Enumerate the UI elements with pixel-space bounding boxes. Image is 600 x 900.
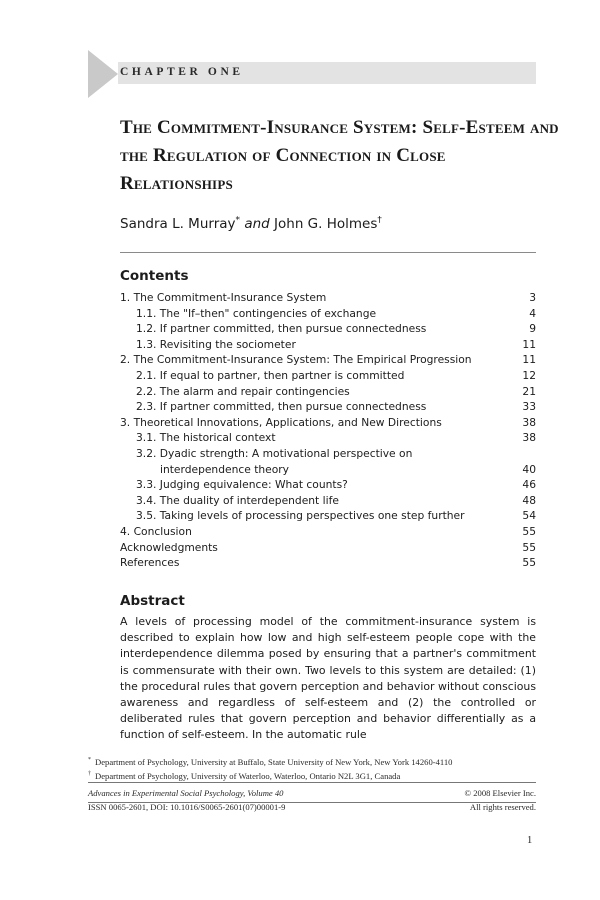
toc-entry[interactable]: 1. The Commitment-Insurance System 3: [120, 291, 536, 304]
toc-page: 3: [529, 291, 536, 304]
toc-entry[interactable]: 3.3. Judging equivalence: What counts? 46: [136, 478, 536, 492]
chapter-banner: [88, 50, 536, 98]
toc-page: 33: [522, 400, 536, 414]
abstract-heading: Abstract: [120, 593, 185, 609]
table-of-contents: [120, 290, 536, 571]
footnote: * Department of Psychology, University at Buffalo, State University of New York, New York 14260-4110: [88, 756, 453, 767]
contents-divider: [120, 252, 536, 253]
toc-entry[interactable]: References 55: [120, 556, 536, 570]
toc-page: 9: [529, 322, 536, 336]
toc-entry[interactable]: 1.2. If partner committed, then pursue connectedness 9: [136, 322, 536, 336]
author-first-mark: *: [235, 215, 241, 226]
journal-series: Advances in Experimental Social Psychology, Volume 40: [88, 788, 284, 798]
chapter-label: CHAPTER ONE: [120, 66, 244, 78]
toc-entry[interactable]: 2.1. If equal to partner, then partner is committed 12: [136, 368, 536, 382]
toc-page: 4: [529, 306, 536, 320]
toc-page: 38: [522, 415, 536, 429]
toc-page: 48: [522, 493, 536, 507]
toc-page: 40: [522, 462, 536, 476]
toc-page: 11: [522, 337, 536, 351]
toc-entry[interactable]: 4. Conclusion 55: [120, 524, 536, 538]
chapter-arrow-shape: [88, 50, 118, 98]
author-second: John G. Holmes: [274, 216, 378, 232]
toc-entry[interactable]: 1.1. The "If–then" contingencies of exchange 4: [136, 306, 536, 320]
toc-entry-continued[interactable]: interdependence theory 40: [160, 462, 536, 476]
journal-copyright: © 2008 Elsevier Inc.: [464, 788, 536, 798]
contents-heading: Contents: [120, 268, 189, 284]
toc-entry[interactable]: 1.3. Revisiting the sociometer 11: [136, 337, 536, 351]
author-first: Sandra L. Murray: [120, 216, 236, 232]
toc-entry[interactable]: 3.1. The historical context 38: [136, 431, 536, 445]
author-conjunction: and: [244, 216, 270, 232]
abstract-text: A levels of processing model of the commitment-insurance system is described to explain how low and high self-esteem people cope with the interdependence dilemma posed by ensuring that a partner's commitment is commensurate with their own. Two levels to this system are detailed: (1) the procedural rules that govern perception and behavior without conscious awareness and regardless of self-esteem and (2) the controlled or deliberated rules that govern perception and behavior differentially as a function of self-esteem. In the automatic rule: [120, 615, 536, 742]
toc-page: 55: [522, 524, 536, 538]
page-number: 1: [527, 835, 533, 846]
toc-page: 21: [522, 384, 536, 398]
journal-issn: ISSN 0065-2601, DOI: 10.1016/S0065-2601(07)00001-9: [88, 802, 286, 812]
footnotes: [88, 754, 536, 782]
journal-line: [88, 788, 536, 798]
issn-line: [88, 802, 536, 812]
journal-rule-top: [88, 782, 536, 783]
toc-entry[interactable]: 3.4. The duality of interdependent life 48: [136, 493, 536, 507]
toc-page: 54: [522, 509, 536, 523]
toc-entry[interactable]: 3.5. Taking levels of processing perspectives one step further 54: [136, 509, 536, 523]
toc-page: 46: [522, 478, 536, 492]
journal-rights: All rights reserved.: [469, 802, 536, 812]
toc-page: 55: [522, 540, 536, 554]
toc-page: 11: [522, 353, 536, 367]
toc-page: 12: [522, 368, 536, 382]
toc-entry[interactable]: 2.2. The alarm and repair contingencies 21: [136, 384, 536, 398]
toc-entry[interactable]: 2. The Commitment-Insurance System: The Empirical Progression 11: [120, 353, 536, 367]
toc-page: 38: [522, 431, 536, 445]
toc-entry[interactable]: 3. Theoretical Innovations, Applications, and New Directions 38: [120, 415, 536, 429]
author-line: [120, 216, 382, 232]
author-second-mark: †: [377, 215, 382, 226]
toc-entry[interactable]: 2.3. If partner committed, then pursue connectedness 33: [136, 400, 536, 414]
toc-entry[interactable]: 3.2. Dyadic strength: A motivational perspective on: [136, 446, 413, 460]
toc-entry[interactable]: Acknowledgments 55: [120, 540, 536, 554]
chapter-title: The Commitment-Insurance System: Self-Esteem and the Regulation of Connection in Close Relationships: [120, 117, 559, 194]
toc-page: 55: [522, 556, 536, 570]
footnote: † Department of Psychology, University of Waterloo, Waterloo, Ontario N2L 3G1, Canada: [88, 770, 401, 781]
